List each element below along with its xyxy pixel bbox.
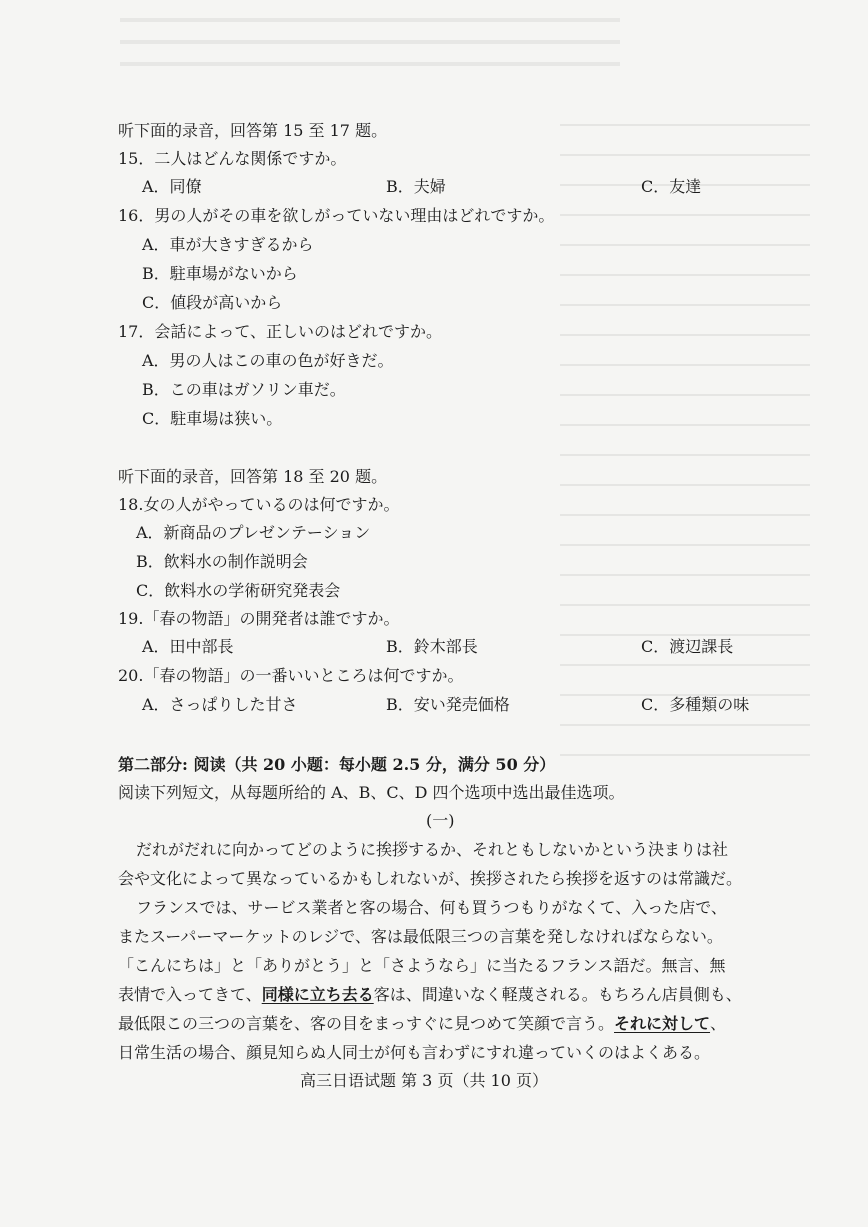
passage-paragraph-2-line-3: 「こんにちは」と「ありがとう」と「さようなら」に当たるフランス語だ。無言、無 [118, 956, 726, 975]
underlined-phrase-2: それに対して [614, 1014, 711, 1033]
question-20-stem: 20.「春の物語」の一番いいところは何ですか。 [118, 666, 464, 685]
passage-paragraph-2-line-1: フランスでは、サービス業者と客の場合、何も買うつもりがなくて、入った店で、 [136, 898, 727, 917]
question-15-option-b: B．夫婦 [386, 177, 446, 196]
show-through-text-top [120, 0, 620, 80]
listening-instruction-18-20: 听下面的录音，回答第 18 至 20 题。 [118, 467, 388, 486]
question-15-stem: 15．二人はどんな関係ですか。 [118, 149, 347, 168]
question-18-option-c: C．飲料水の学術研究発表会 [136, 581, 341, 600]
question-19-stem: 19.「春の物語」の開発者は誰ですか。 [118, 609, 400, 628]
question-16-option-a: A．車が大きすぎるから [142, 235, 314, 254]
line-5-trailing-text: 、 [710, 1014, 727, 1033]
question-15-option-c: C．友達 [641, 177, 702, 196]
question-19-option-b: B．鈴木部長 [386, 637, 478, 656]
passage-paragraph-2-line-4 [118, 985, 742, 1005]
underlined-phrase-1: 同様に立ち去る [261, 985, 374, 1004]
question-19-option-a: A．田中部長 [142, 637, 234, 656]
question-17-option-a: A．男の人はこの車の色が好きだ。 [142, 351, 394, 370]
passage-paragraph-1-line-1: だれがだれに向かってどのように挨拶するか、それともしないかという決まりは社 [136, 840, 729, 859]
question-19-option-c: C．渡辺課長 [641, 637, 734, 656]
page-footer: 高三日语试题 第 3 页（共 10 页） [300, 1071, 548, 1090]
question-20-option-c: C．多種類の味 [641, 695, 750, 714]
line-4-lead-text: 表情で入ってきて、 [118, 985, 262, 1004]
question-16-option-b: B．駐車場がないから [142, 264, 298, 283]
question-15-option-a: A．同僚 [142, 177, 202, 196]
question-16-option-c: C．値段が高いから [142, 293, 283, 312]
question-17-option-c: C．駐車場は狭い。 [142, 409, 283, 428]
reading-section-title: 第二部分: 阅读（共 20 小题：每小题 2.5 分，满分 50 分） [118, 755, 556, 774]
passage-paragraph-2-line-6: 日常生活の場合、顔見知らぬ人同士が何も言わずにすれ違っていくのはよくある。 [118, 1043, 711, 1062]
question-20-option-a: A．さっぱりした甘さ [142, 695, 298, 714]
reading-instruction: 阅读下列短文，从每题所给的 A、B、C、D 四个选项中选出最佳选项。 [118, 783, 625, 802]
listening-instruction-15-17: 听下面的录音，回答第 15 至 17 题。 [118, 121, 388, 140]
line-5-lead-text: 最低限この三つの言葉を、客の目をまっすぐに見つめて笑顔で言う。 [118, 1014, 615, 1033]
passage-paragraph-1-line-2: 会や文化によって異なっているかもしれないが、挨拶されたら挨拶を返すのは常識だ。 [118, 869, 743, 888]
passage-number: (一) [426, 811, 455, 830]
show-through-text-right [560, 100, 810, 780]
question-17-stem: 17．会話によって、正しいのはどれですか。 [118, 322, 443, 341]
question-18-stem: 18.女の人がやっているのは何ですか。 [118, 495, 400, 514]
line-4-trailing-text: 客は、間違いなく軽蔑される。もちろん店員側も、 [373, 985, 742, 1004]
question-17-option-b: B．この車はガソリン車だ。 [142, 380, 346, 399]
passage-paragraph-2-line-5 [118, 1014, 726, 1034]
question-20-option-b: B．安い発売価格 [386, 695, 510, 714]
passage-paragraph-2-line-2: またスーパーマーケットのレジで、客は最低限三つの言葉を発しなければならない。 [118, 927, 723, 946]
question-16-stem: 16．男の人がその車を欲しがっていない理由はどれですか。 [118, 206, 555, 225]
question-18-option-b: B．飲料水の制作説明会 [136, 552, 308, 571]
question-18-option-a: A．新商品のプレゼンテーション [136, 523, 371, 542]
